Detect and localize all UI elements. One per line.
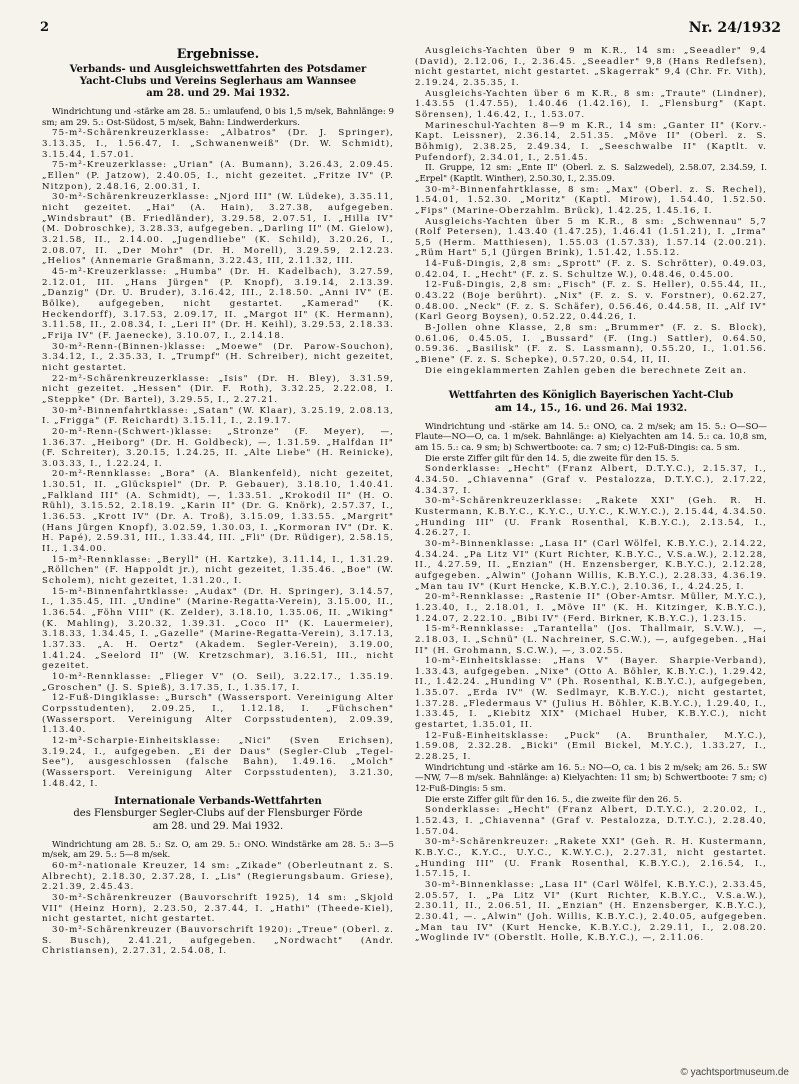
section-heading-potsdam: Verbands- und Ausgleichswettfahrten des Potsdamer (69, 63, 367, 75)
class-result: 75-m²-Kreuzerklasse: „Urian" (A. Bumann), 3.26.43, 2.09.45. „Ellen" (P. Jatzow), 2.40.05, I., nicht gezeitet. „Fritze IV" (P. Nitzpon), 2.48.16, 2.00.31, I. (42, 160, 394, 192)
section-heading-bavaria: Wettfahrten des Königlich Bayerischen Yacht-Club (448, 390, 734, 402)
class-result: Ausgleichs-Yachten über 5 m K.R., 8 sm: „Schwennau" 5,7 (Rolf Petersen), 1.43.40 (1.47.25), 1.46.41 (1.51.21), I. „Irma" 5,5 (Herm. Matthiesen), 1.55.03 (1.57.33), 1.57.14 (2.00.21). „Rüm Hart" 5,1 (Jürgen Brink), 1.51.42, 1.55.12. (415, 216, 767, 259)
class-result: 30-m²-Schärenkreuzer (Bauvorschrift 1925), 14 sm: „Skjold VII" (Heinz Horn), 2.23.50, 2.37.44, I. „Hathi" (Theede-Kiel), nicht gestartet, nicht gestartet. (42, 893, 394, 925)
right-column (415, 46, 767, 944)
left-column (42, 46, 394, 957)
paragraph: Windrichtung und -stärke am 16. 5.: NO—O, ca. 1 bis 2 m/sek; am 26. 5.: SW—NW, 7—8 m/sek. Bahnlänge: a) Kielyachten: 11 sm; b) Schwertboote: 7 sm; c) 12-Fuß-Dingis: 5 sm. (415, 762, 767, 795)
class-result: 75-m²-Schärenkreuzerklasse: „Albatros" (Dr. J. Springer), 3.13.35, I., 1.56.47, I. „Schwanenweiß" (Dr. W. Schmidt), 3.15.44, 1.57.01. (42, 128, 394, 160)
class-result: 14-Fuß-Dingis, 2,8 sm: „Sprott" (F. z. S. Schrötter), 0.49.03, 0.42.04, I. „Hecht" (F. z. S. Schultze W.), 0.48.46, 0.45.00. (415, 259, 767, 280)
class-result: 30-m²-Binnenfahrtklasse, 8 sm: „Max" (Oberl. z. S. Rechel), 1.54.01, 1.52.30. „Moritz" (Kaptl. Mirow), 1.54.40, 1.52.50. „Fips" (Marine-Oberzahlm. Brück), 1.42.25, 1.45.16, I. (415, 184, 767, 216)
class-result: 30-m²-Binnenklasse: „Lasa II" (Carl Wölfel, K.B.Y.C.), 2.33.45, 2.05.57, I. „Pa Litz VI" (Kurt Richter, K.B.Y.C., V.S.a.W.), 2.30.11, II., 2.06.51, II. „Enzian" (H. Enzensberger, K.B.Y.C.), 2.30.41, —. „Alwin" (Joh. Willis, K.B.Y.C.), 2.40.05, aufgegeben. „Man tau IV" (Kurt Hencke, K.B.Y.C.), 2.29.11, I., 2.08.20. „Woglinde IV" (Oberstlt. Holle, K.B.Y.C.), —, 2.11.06. (415, 879, 767, 944)
paragraph: Die erste Ziffer gilt für den 16. 5., die zweite für den 26. 5. (425, 794, 682, 805)
class-result: II. Gruppe, 12 sm: „Ente II" (Oberl. z. S. Salzwedel), 2.58.07, 2.34.59, I. „Erpel" (Kaptlt. Winther), 2.50.30, I., 2.35.09. (415, 163, 767, 184)
class-result: 15-m²-Binnenfahrtklasse: „Audax" (Dr. H. Springer), 3.14.57, I., 1.35.45, III. „Undine" (Marine-Regatta-Verein), 3.15.00, II., 1.36.54. „Föhn VIII" (K. Zelder), 3.18.10, 1.35.06, II. „Wiking" (K. Mahling), 3.20.32, 1.39.31. „Coco II" (K. Lauermeier), 3.18.33, 1.34.45, I. „Gazelle" (Marine-Regatta-Verein), 3.17.13, 1.37.33. „A. H. Oertz" (Akadem. Segler-Verein), 3.19.00, 1.41.24. „Seelord II" (W. Kretzschmar), 3.16.51, III., nicht gezeitet. (42, 586, 394, 672)
class-result: 20-m²-Rennklasse: „Bora" (A. Blankenfeld), nicht gezeitet, 1.30.51, II. „Glückspiel" (Dr. P. Gebauer), 3.18.10, 1.40.41. „Falkland III" (A. Schmidt), —, 1.33.51. „Krokodil II" (H. O. Rühl), 3.15.52, 2.18.19. „Karin II" (Dr. G. Knörk), 2.57.37, I., 1.36.53. „Krott IV" (Dr. A. Troß), 3.15.09, 1.33.55. „Margrit" (Hans Jürgen Knopf), 3.02.59, 1.30.03, I. „Kormoran IV" (Dr. K. H. Papé), 2.59.31, III., 1.33.44, III. „Fli" (Dr. Rüdiger), 2.58.15, II., 1.34.00. (42, 469, 394, 555)
page-title: Ergebnisse. (176, 46, 260, 61)
class-result: 15-m²-Rennklasse: „Beryll" (H. Kartzke), 3.11.14, I., 1.31.29. „Röllchen" (F. Happoldt jr.), nicht gezeitet, 1.35.46. „Boe" (W. Scholem), nicht gezeitet, 1.31.20., I. (42, 554, 394, 587)
watermark: © yachtsportmuseum.de (680, 1067, 789, 1078)
section-body-potsdam (42, 107, 394, 789)
class-result: 12-Fuß-Einheitsklasse: „Puck" (A. Brunthaler, M.Y.C.), 1.59.08, 2.32.28. „Bicki" (Emil Bickel, M.Y.C.), 1.33.27, I., 2.28.25, I. (415, 730, 767, 763)
class-result: 15-m²-Rennklasse: „Tarantella" (Jos. Thallmair, S.V.W.), —, 2.18.03, I. „Schnü" (L. Nachreiner, S.C.W.), —, aufgegeben. „Hai II" (H. Grohmann, S.C.W.), —, 3.02.55. (415, 624, 767, 656)
class-result: Ausgleichs-Yachten über 6 m K.R., 8 sm: „Traute" (Lindner), 1.43.55 (1.47.55), 1.40.46 (1.42.16), I. „Flensburg" (Kapt. Sörensen), 1.46.42, I., 1.53.07. (415, 88, 767, 120)
class-result: 20-m²-Renn-(Schwert-)klasse: „Stronze" (F. Meyer), —, 1.36.37. „Heiborg" (Dr. H. Goldbeck), —, 1.31.59. „Halfdan II" (F. Schreiter), 3.20.15, 1.24.25, II. „Alte Liebe" (H. Reinicke), 3.03.33, I., 1.22.24, I. (42, 426, 394, 469)
class-result: 30-m²-Schärenkreuzer (Bauvorschrift 1920): „Treue" (Oberl. z. S. Busch), 2.41.21, aufgegeben. „Nordwacht" (Andr. Christiansen), 2.27.31, 2.54.08, I. (42, 924, 394, 957)
footnote: Die eingeklammerten Zahlen geben die berechnete Zeit an. (425, 365, 748, 376)
page-number: 2 (40, 20, 50, 35)
class-result: 30-m²-Renn-(Binnen-)klasse: „Moewe" (Dr. Parow-Souchon), 3.34.12, I., 2.35.33, I. „Trumpf" (H. Schreiber), nicht gezeitet, nicht gestartet. (42, 341, 394, 373)
class-result: Marineschul-Yachten 8—9 m K.R., 14 sm: „Ganter II" (Korv.-Kapt. Leissner), 2.36.14, 2.51.35. „Möve II" (Oberl. z. S. Böhmig), 2.38.25, 2.49.34, I. „Seeschwalbe II" (Kaptlt. v. Pufendorf), 2.34.01, I., 2.51.45. (415, 120, 767, 163)
class-result: Sonderklasse: „Hecht" (Franz Albert, D.T.Y.C.), 2.20.02, I., 1.52.43, I. „Chiavenna" (Graf v. Pestalozza, D.T.Y.C.), 2.28.40, 1.57.04. (415, 805, 767, 837)
section-heading-potsdam-line2: Yacht-Clubs und Vereins Seglerhaus am Wannsee (79, 75, 357, 87)
class-result: 22-m²-Schärenkreuzerklasse: „Isis" (Dr. H. Bley), 3.31.59, nicht gezeitet. „Hessen" (Dir. F. Roth), 3.32.25, 2.22.08, I. „Steppke" (Dr. Bartel), 3.29.55, I., 2.27.21. (42, 373, 394, 405)
class-result: 30-m²-Schärenkreuzerklasse: „Njord III" (W. Lüdeke), 3.35.11, nicht gezeitet. „Hai" (A. Hain), 3.27.38, aufgegeben. „Windsbraut" (B. Friedländer), 3.29.58, 2.07.51, I. „Hilla IV" (M. Dobroschke), 3.28.33, aufgegeben. „Darling II" (M. Gielow), 3.21.58, II., 2.14.00. „Jugendliebe" (K. Schild), 3.20.26, I., 2.08.07, II. „Der Mohr" (Dr. H. Morell), 3.29.59, 2.12.23. „Helios" (Annemarie Graßmann, 3.22.43, III, 2.11.32, III. (42, 192, 394, 267)
section-date-potsdam: am 28. und 29. Mai 1932. (146, 87, 290, 99)
class-result: 45-m²-Kreuzerklasse: „Humba" (Dr. H. Kadelbach), 3.27.59, 2.12.01, III. „Hans Jürgen" (P. Knopf), 3.19.14, 2.13.39. „Danzig" (Dr. U. Bruder), 3.16.42, III., 2.18.50. „Anni IV" (E. Bölke), aufgegeben, nicht gestartet. „Kamerad" (K. Heckendorff), 3.17.53, 2.09.17, II. „Margot II" (K. Hermann), 3.11.58, II., 2.08.34, I. „Leri II" (Dr. H. Keihl), 3.29.53, 2.18.33. „Frija IV" (F. Jaenecke), 3.10.07, I., 2.14.18. (42, 267, 394, 341)
class-result: 30-m²-Binnenklasse: „Lasa II" (Carl Wölfel, K.B.Y.C.), 2.14.22, 4.34.24. „Pa Litz VI" (Kurt Richter, K.B.Y.C., V.S.a.W.), 2.12.28, II., 4.27.59, II. „Enzian" (H. Enzensberger, K.B.Y.C.), 2.12.28, aufgegeben. „Alwin" (Johann Willis, K.B.Y.C.), 2.28.33, 4.36.19. „Man tau IV" (Kurt Hencke, K.B.Y.C.), 2.10.36, I., 4.24.25, I. (415, 538, 767, 592)
class-result: 30-m²-Schärenkreuzer: „Rakete XXI" (Geh. R. H. Kustermann, K.B.Y.C., K.Y.C., U.Y.C., K.W.Y.C.), 2.27.31, nicht gestartet. „Hunding III" (U. Frank Rosenthal, K.B.Y.C.), 2.16.54, I., 1.57.15, I. (415, 837, 767, 880)
section-body-flensburg-continued (415, 46, 767, 376)
section-heading-flensburg: Internationale Verbands-Wettfahrten (114, 796, 322, 808)
paragraph: Windrichtung und -stärke am 14. 5.: ONO, ca. 2 m/sek; am 15. 5.: O—SO—Flaute—NO—O, ca. 1 m/sek. Bahnlänge: a) Kielyachten am 14. 5.: ca. 10,8 sm, am 15. 5.: ca. 9 sm; b) Schwertboote: ca. 7 sm; c) 12-Fuß-Dingis: ca. 5 sm. (415, 421, 767, 454)
section-subheading-flensburg: des Flensburger Segler-Clubs auf der Flensburger Förde (73, 808, 363, 820)
paragraph: Die erste Ziffer gilt für den 14. 5, die zweite für den 15. 5. (425, 453, 680, 464)
class-result: B-Jollen ohne Klasse, 2,8 sm: „Brummer" (F. z. S. Block), 0.61.06, 0.45.05, I. „Bussard" (F. (Ing.) Sattler), 0.64.50, 0.59.36. „Basilisk" (F. z. S. Lassmann), 0.55.20, I., 1.01.56. „Biene" (F. z. S. Schepke), 0.57.20, 0.54, II, II. (415, 323, 767, 366)
class-result: 10-m²-Rennklasse: „Flieger V" (O. Seil), 3.22.17., 1.35.19. „Groschen" (J. S. Spieß), 3.17.35, I., 1.35.17, I. (42, 671, 394, 693)
section-body-flensburg (42, 840, 394, 957)
class-result: 60-m²-nationale Kreuzer, 14 sm: „Zikade" (Oberleutnant z. S. Albrecht), 2.18.30, 2.37.28, I. „Lis" (Regierungsbaum. Griese), 2.21.39, 2.45.43. (42, 861, 394, 893)
issue-number: Nr. 24/1932 (688, 20, 781, 36)
section-date-bavaria: am 14., 15., 16. und 26. Mai 1932. (494, 402, 688, 414)
paragraph: Windrichtung am 28. 5.: Sz. O, am 29. 5.: ONO. Windstärke am 28. 5.: 3—5 m/sek, am 29. 5.: 5—8 m/sek. (42, 839, 394, 861)
class-result: Sonderklasse: „Hecht" (Franz Albert, D.T.Y.C.), 2.15.37, I., 4.34.50. „Chiavenna" (Graf v. Pestalozza, D.T.Y.C.), 2.17.22, 4.34.37, I. (415, 464, 767, 496)
class-result: 30-m²-Binnenfahrtklasse: „Satan" (W. Klaar), 3.25.19, 2.08.13, I. „Frigga" (F. Reichardt) 3.15.11, I., 2.19.17. (42, 405, 394, 427)
class-result: 12-Fuß-Dingis, 2,8 sm: „Fisch" (F. z. S. Heller), 0.55.44, II., 0.43.22 (Boje berührt). „Nix" (F. z. S. v. Forstner), 0.62.27, 0.48.00. „Neck" (F. z. S. Schäfer), 0.56.46, 0.44.58, II. „Alf IV" (Karl Georg Boysen), 0.52.22, 0.44.26, I. (415, 280, 767, 323)
class-result: Ausgleichs-Yachten über 9 m K.R., 14 sm: „Seeadler" 9,4 (David), 2.12.06, I., 2.36.45. „Seeadler" 9,8 (Hans Redlefsen), nicht gestartet, nicht gestartet. „Skagerrak" 9,4 (Chr. Fr. Vith), 2.19.24, 2.35.35, I. (415, 46, 767, 88)
class-result: 20-m²-Rennklasse: „Rastenie II" (Ober-Amtsr. Müller, M.Y.C.), 1.23.40, I., 2.18.01, I. „Möve II" (K. H. Kitzinger, K.B.Y.C.), 1.24.07, 2.22.10. „Bibi IV" (Ferd. Birkner, K.B.Y.C.), 1.23.15. (415, 592, 767, 624)
section-body-bavaria (415, 422, 767, 944)
class-result: 10-m²-Einheitsklasse: „Hans V" (Bayer. Sharpie-Verband), 1.33.43, aufgegeben. „Nixe" (Otto A. Böhler, K.B.Y.C.), 1.29.42, II., 1.42.24. „Hunding V" (Ph. Rosenthal, K.B.Y.C.), aufgegeben, 1.35.07. „Erda IV" (W. Sedlmayr, K.B.Y.C.), nicht gestartet, 1.37.28. „Fledermaus V" (Julius H. Böhler, K.B.Y.C.), 1.29.40, I., 1.33.45, I. „Kiebitz XIX" (Michael Huber, K.B.Y.C.), nicht gestartet, 1.35.01, II. (415, 656, 767, 731)
paragraph: Windrichtung und -stärke am 28. 5.: umlaufend, 0 bis 1,5 m/sek, Bahnlänge: 9 sm; am 29. 5.: Ost-Südost, 5 m/sek, Bahn: Lindwerderkurs. (42, 107, 394, 128)
class-result: 12-m²-Scharpie-Einheitsklasse: „Nici" (Sven Erichsen), 3.19.24, I., aufgegeben. „Ei der Daus" (Segler-Club „Tegel-See"), ausgeschlossen (falsche Bahn), 1.49.16. „Molch" (Wassersport. Vereinigung Alter Corpsstudenten), 3.21.30, 1.48.42, I. (42, 735, 394, 789)
section-date-flensburg: am 28. und 29. Mai 1932. (152, 820, 284, 832)
class-result: 12-Fuß-Dingiklasse: „Bursch" (Wassersport. Vereinigung Alter Corpsstudenten), 2.09.25, I., 1.12.18, I. „Füchschen" (Wassersport. Vereinigung Alter Corpsstudenten), 2.09.39, 1.13.40. (42, 693, 394, 736)
class-result: 30-m²-Schärenkreuzerklasse: „Rakete XXI" (Geh. R. H. Kustermann, K.B.Y.C., K.Y.C., U.Y.C., K.W.Y.C.), 2.15.44, 4.34.50. „Hunding III" (U. Frank Rosenthal, K.B.Y.C.), 2.13.54, I., 4.26.27, I. (415, 496, 767, 539)
